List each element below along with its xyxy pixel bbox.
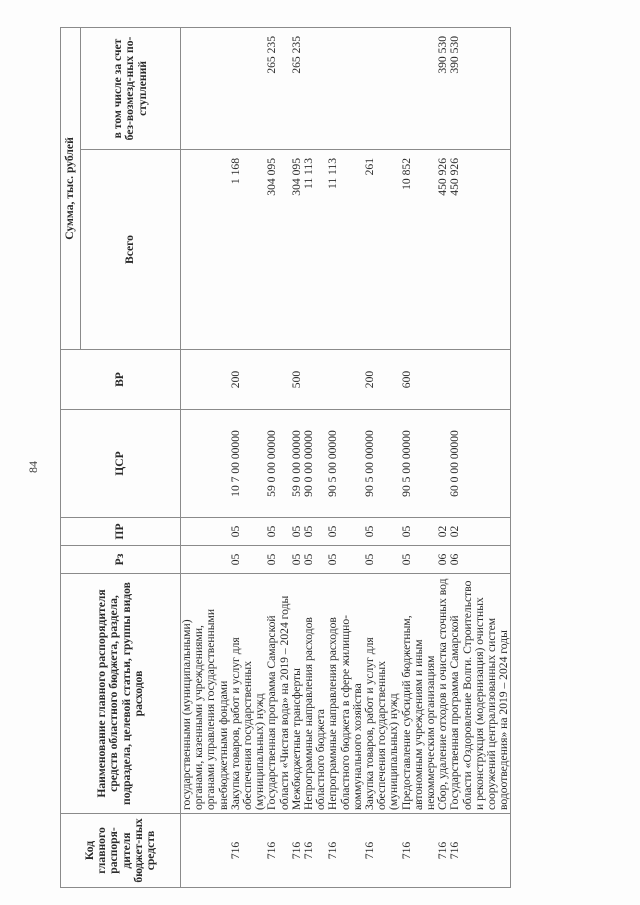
header-name: Наименование главного распорядителя средств областного бюджета, раздела, подраздела, целевой статьи, группы видов расходов [61, 574, 181, 814]
cell-name: Непрограммные направления расходов областного бюджета [303, 574, 327, 814]
cell-rz: 05 [401, 546, 438, 574]
budget-table [60, 27, 511, 888]
cell-total: 304 095 [266, 150, 290, 350]
cell-code: 716 [437, 814, 449, 888]
cell-pr: 05 [401, 518, 438, 546]
cell-csr: 90 5 00 00000 [401, 410, 438, 518]
cell-name: Межбюджетные трансферты [291, 574, 303, 814]
cell-incl [401, 27, 438, 149]
cell-pr: 02 [437, 518, 449, 546]
cell-total: 304 095 [291, 150, 303, 350]
table-row [230, 27, 267, 887]
cell-rz [181, 546, 230, 574]
cell-pr [181, 518, 230, 546]
cell-total: 450 926 [449, 150, 511, 350]
cell-name: Сбор, удаление отходов и очистка сточных вод [437, 574, 449, 814]
cell-name: государственными (муниципальными) органами, казенными учреждениями, органами управления государственными внебюджетными фондами [181, 574, 230, 814]
cell-csr: 90 5 00 00000 [364, 410, 401, 518]
cell-csr: 59 0 00 00000 [266, 410, 290, 518]
cell-pr: 05 [303, 518, 327, 546]
cell-csr: 60 0 00 00000 [449, 410, 511, 518]
cell-incl [364, 27, 401, 149]
cell-incl: 265 235 [266, 27, 290, 149]
cell-pr: 02 [449, 518, 511, 546]
cell-name: Закупка товаров, работ и услуг для обеспечения государственных (муниципальных) нужд [230, 574, 267, 814]
cell-code: 716 [230, 814, 267, 888]
header-csr: ЦСР [61, 410, 181, 518]
cell-rz: 05 [303, 546, 327, 574]
cell-incl [303, 27, 327, 149]
table-header [61, 27, 181, 887]
cell-incl: 265 235 [291, 27, 303, 149]
cell-rz: 05 [291, 546, 303, 574]
cell-code: 716 [327, 814, 364, 888]
cell-code: 716 [364, 814, 401, 888]
cell-code: 716 [291, 814, 303, 888]
cell-csr: 10 7 00 00000 [230, 410, 267, 518]
cell-vr: 600 [401, 350, 438, 410]
cell-rz: 05 [230, 546, 267, 574]
cell-pr: 05 [266, 518, 290, 546]
table-row [266, 27, 290, 887]
cell-total: 11 113 [327, 150, 364, 350]
cell-total: 450 926 [437, 150, 449, 350]
cell-code: 716 [401, 814, 438, 888]
cell-total: 10 852 [401, 150, 438, 350]
rotated-content [26, 18, 626, 888]
header-code: Код главного распоря-дителя бюджет-ных средств [61, 814, 181, 888]
cell-total: 1 168 [230, 150, 267, 350]
table-body [181, 27, 511, 887]
cell-csr [181, 410, 230, 518]
table-row [327, 27, 364, 887]
cell-rz: 06 [449, 546, 511, 574]
page-number: 84 [26, 461, 40, 473]
cell-vr [449, 350, 511, 410]
cell-incl [230, 27, 267, 149]
cell-csr: 90 0 00 00000 [303, 410, 327, 518]
cell-vr: 200 [364, 350, 401, 410]
cell-csr: 90 5 00 00000 [327, 410, 364, 518]
cell-pr: 05 [291, 518, 303, 546]
cell-csr: 59 0 00 00000 [291, 410, 303, 518]
cell-rz: 05 [364, 546, 401, 574]
cell-name: Государственная программа Самарской области «Чистая вода» на 2019 – 2024 годы [266, 574, 290, 814]
cell-incl: 390 530 [437, 27, 449, 149]
cell-vr: 500 [291, 350, 303, 410]
header-vr: ВР [61, 350, 181, 410]
cell-code: 716 [266, 814, 290, 888]
header-pr: ПР [61, 518, 181, 546]
table-row [401, 27, 438, 887]
cell-vr: 200 [230, 350, 267, 410]
cell-rz: 06 [437, 546, 449, 574]
cell-vr [266, 350, 290, 410]
cell-name: Государственная программа Самарской области «Оздоровление Волги. Строительство и реконструкция (модернизация) очистных сооружений централизованных систем водоотведения» на 2019 – 2024 годы [449, 574, 511, 814]
cell-vr [327, 350, 364, 410]
cell-total: 11 113 [303, 150, 327, 350]
cell-name: Предоставление субсидий бюджетным, автономным учреждениям и иным некоммерческим организациям [401, 574, 438, 814]
cell-pr: 05 [230, 518, 267, 546]
cell-rz: 05 [266, 546, 290, 574]
cell-vr [303, 350, 327, 410]
cell-total: 261 [364, 150, 401, 350]
cell-pr: 05 [327, 518, 364, 546]
cell-pr: 05 [364, 518, 401, 546]
table-row [181, 27, 230, 887]
header-incl: в том числе за счет без-возмезд-ных по-ступлений [81, 27, 181, 149]
table-row [303, 27, 327, 887]
cell-vr [181, 350, 230, 410]
cell-vr [437, 350, 449, 410]
cell-code [181, 814, 230, 888]
header-total: Всего [81, 150, 181, 350]
table-row [364, 27, 401, 887]
header-rz: Рз [61, 546, 181, 574]
cell-code: 716 [303, 814, 327, 888]
cell-name: Непрограммные направления расходов областного бюджета в сфере жилищно-коммунального хозяйства [327, 574, 364, 814]
cell-incl [327, 27, 364, 149]
cell-incl: 390 530 [449, 27, 511, 149]
cell-code: 716 [449, 814, 511, 888]
cell-incl [181, 27, 230, 149]
cell-rz: 05 [327, 546, 364, 574]
table-row [449, 27, 511, 887]
header-sum: Сумма, тыс. рублей [61, 27, 81, 349]
cell-name: Закупка товаров, работ и услуг для обеспечения государственных (муниципальных) нужд [364, 574, 401, 814]
cell-total [181, 150, 230, 350]
